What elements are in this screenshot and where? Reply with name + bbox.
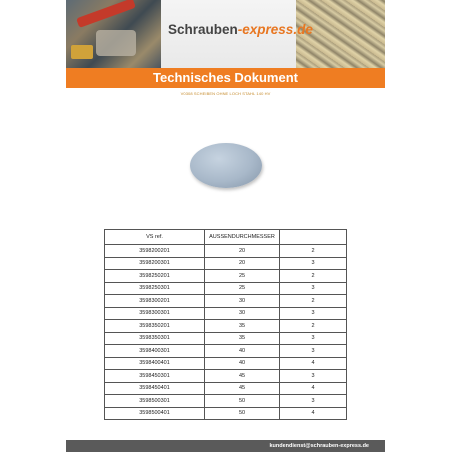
ref-cell: 3598250301 (105, 282, 205, 295)
table-header-row (105, 230, 347, 245)
table-body (105, 245, 347, 420)
thickness-cell: 3 (280, 307, 347, 320)
ref-cell: 3598200201 (105, 245, 205, 258)
table-row (105, 345, 347, 358)
table-row (105, 395, 347, 408)
document-page (66, 0, 385, 452)
pliers-shape (76, 0, 136, 28)
column-header-diameter: AUSSENDURCHMESSER (205, 230, 280, 245)
table-row (105, 332, 347, 345)
ref-cell: 3598300301 (105, 307, 205, 320)
diameter-cell: 45 (205, 382, 280, 395)
ref-cell: 3598250201 (105, 270, 205, 283)
column-header-thickness (280, 230, 347, 245)
thickness-cell: 3 (280, 370, 347, 383)
washer-image (190, 143, 262, 188)
column-header-ref: VS ref. (105, 230, 205, 245)
ref-cell: 3598400301 (105, 345, 205, 358)
table-row (105, 295, 347, 308)
diameter-cell: 20 (205, 257, 280, 270)
thickness-cell: 3 (280, 345, 347, 358)
thickness-cell: 2 (280, 245, 347, 258)
product-subtitle: V0308 SCHEIBEN OHNE LOCH STAHL 140 HV (180, 91, 271, 96)
diameter-cell: 45 (205, 370, 280, 383)
logo-accent: -express.de (237, 22, 313, 37)
table-row (105, 320, 347, 333)
ref-cell: 3598450401 (105, 382, 205, 395)
title-bar (66, 68, 385, 88)
thickness-cell: 3 (280, 282, 347, 295)
thickness-cell: 2 (280, 320, 347, 333)
table-row (105, 257, 347, 270)
ref-cell: 3598500401 (105, 407, 205, 420)
tape-shape (71, 45, 93, 59)
ref-cell: 3598350301 (105, 332, 205, 345)
ref-cell: 3598200301 (105, 257, 205, 270)
tools-photo (66, 0, 161, 68)
hands-shape (96, 30, 136, 56)
thickness-cell: 2 (280, 295, 347, 308)
brand-logo (168, 22, 313, 37)
diameter-cell: 20 (205, 245, 280, 258)
thickness-cell: 4 (280, 407, 347, 420)
table-row (105, 370, 347, 383)
ref-cell: 3598400401 (105, 357, 205, 370)
table-row (105, 307, 347, 320)
table-row (105, 282, 347, 295)
table-row (105, 407, 347, 420)
thickness-cell: 3 (280, 257, 347, 270)
spec-table (104, 229, 347, 420)
ref-cell: 3598500301 (105, 395, 205, 408)
table-row (105, 357, 347, 370)
diameter-cell: 30 (205, 295, 280, 308)
diameter-cell: 25 (205, 282, 280, 295)
footer-bar (66, 440, 385, 452)
ref-cell: 3598450301 (105, 370, 205, 383)
ref-cell: 3598350201 (105, 320, 205, 333)
page-title: Technisches Dokument (153, 70, 298, 85)
diameter-cell: 50 (205, 407, 280, 420)
thickness-cell: 3 (280, 395, 347, 408)
diameter-cell: 35 (205, 320, 280, 333)
thickness-cell: 4 (280, 357, 347, 370)
logo-text: Schrauben (168, 22, 238, 37)
thickness-cell: 3 (280, 332, 347, 345)
thickness-cell: 4 (280, 382, 347, 395)
diameter-cell: 50 (205, 395, 280, 408)
diameter-cell: 40 (205, 345, 280, 358)
table-row (105, 270, 347, 283)
diameter-cell: 30 (205, 307, 280, 320)
diameter-cell: 25 (205, 270, 280, 283)
diameter-cell: 35 (205, 332, 280, 345)
table-row (105, 382, 347, 395)
table-row (105, 245, 347, 258)
thickness-cell: 2 (280, 270, 347, 283)
contact-email[interactable]: kundendienst@schrauben-express.de (269, 443, 369, 449)
diameter-cell: 40 (205, 357, 280, 370)
header-banner (66, 0, 385, 68)
ref-cell: 3598300201 (105, 295, 205, 308)
